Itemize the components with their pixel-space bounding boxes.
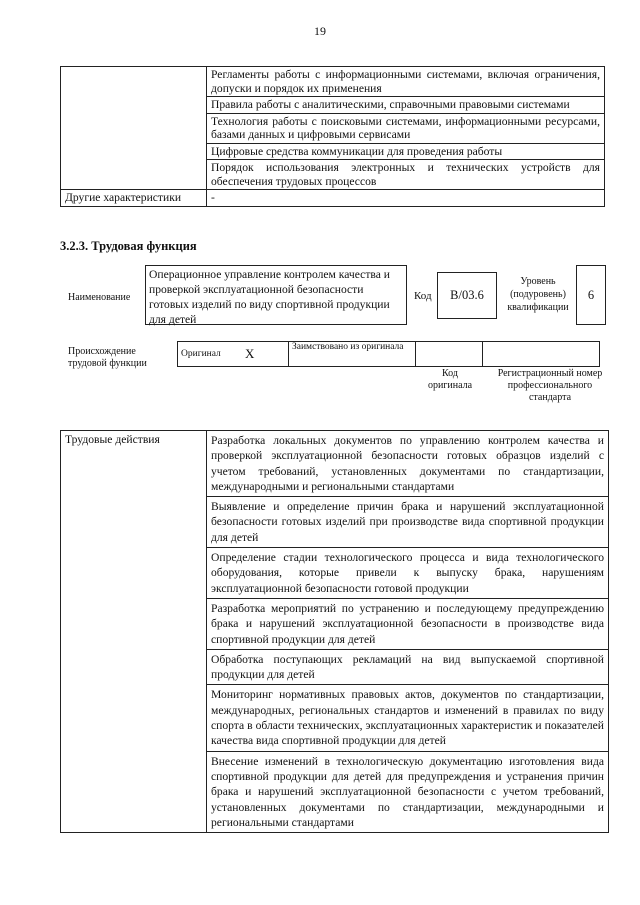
level-value-box: 6 — [576, 265, 606, 325]
table-row: Технология работы с поисковыми системами, информационными ресурсами, базами данных и цифровыми сервисами — [207, 113, 605, 143]
table-row: Внесение изменений в технологическую документацию изготовления вида спортивной продукции для детей для предупреждения и устранения причин брака и нарушений эксплуатационной безопасности с учетом требований, установленных документами по стандартизации, международными и региональными стандартами — [207, 751, 609, 832]
code-label: Код — [414, 290, 432, 302]
original-code-caption: Код оригинала — [427, 368, 473, 391]
section-title: 3.2.3. Трудовая функция — [60, 239, 197, 253]
table-row: Правила работы с аналитическими, справочными правовыми системами — [207, 97, 605, 114]
function-name-box: Операционное управление контролем качества и проверкой эксплуатационной безопасности готовых изделий по виду спортивной продукции для детей — [145, 265, 407, 325]
table-row: Цифровые средства коммуникации для проведения работы — [207, 143, 605, 160]
table-row: Обработка поступающих рекламаций на вид выпускаемой спортивной продукции для детей — [207, 649, 609, 685]
labor-actions-table — [60, 430, 609, 833]
original-mark: Х — [242, 342, 289, 367]
name-label: Наименование — [68, 292, 131, 303]
function-code-box: В/03.6 — [437, 272, 497, 319]
registration-caption: Регистрационный номер профессионального стандарта — [497, 368, 603, 403]
other-characteristics-label: Другие характеристики — [61, 190, 207, 207]
origin-label: Происхождение трудовой функции — [68, 346, 147, 369]
table-row: Разработка локальных документов по управлению контролем качества и проверкой эксплуатационной безопасности готовых образцов изделий с учетом требований, установленных документами по стандартизации, международными и региональными стандартами — [207, 431, 609, 497]
table-row: Выявление и определение причин брака и нарушений эксплуатационной безопасности готовых изделий при производстве вида спортивной продукции для детей — [207, 497, 609, 548]
table-row: Регламенты работы с информационными системами, включая ограничения, допуски и порядок их применения — [207, 67, 605, 97]
borrowed-label: Заимствовано из оригинала — [289, 342, 416, 367]
knowledge-table — [60, 66, 605, 207]
table-row: Разработка мероприятий по устранению и последующему предупреждению брака и нарушений эксплуатационной безопасности в производстве вида спортивной продукции для детей — [207, 598, 609, 649]
original-code-cell — [416, 342, 483, 367]
table-row: Определение стадии технологического процесса и вида технологического оборудования, которые привели к выпуску брака, нарушениям эксплуатационной безопасности готовой продукции — [207, 548, 609, 599]
level-label: Уровень (подуровень) квалификации — [507, 276, 569, 313]
other-characteristics-value: - — [207, 190, 605, 207]
page-number: 19 — [314, 24, 326, 38]
registration-number-cell — [483, 342, 600, 367]
labor-actions-label: Трудовые действия — [61, 431, 207, 833]
table-left-empty-cell — [61, 67, 207, 190]
table-row: Мониторинг нормативных правовых актов, документов по стандартизации, международных, региональных стандартов и изменений в правилах по виду спорта в области технических, эксплуатационных характеристик и показателей качества вида спортивной продукции для детей — [207, 685, 609, 751]
original-label: Оригинал — [178, 342, 243, 367]
table-row: Порядок использования электронных и технических устройств для обеспечения трудовых процессов — [207, 160, 605, 190]
origin-table — [177, 341, 600, 367]
